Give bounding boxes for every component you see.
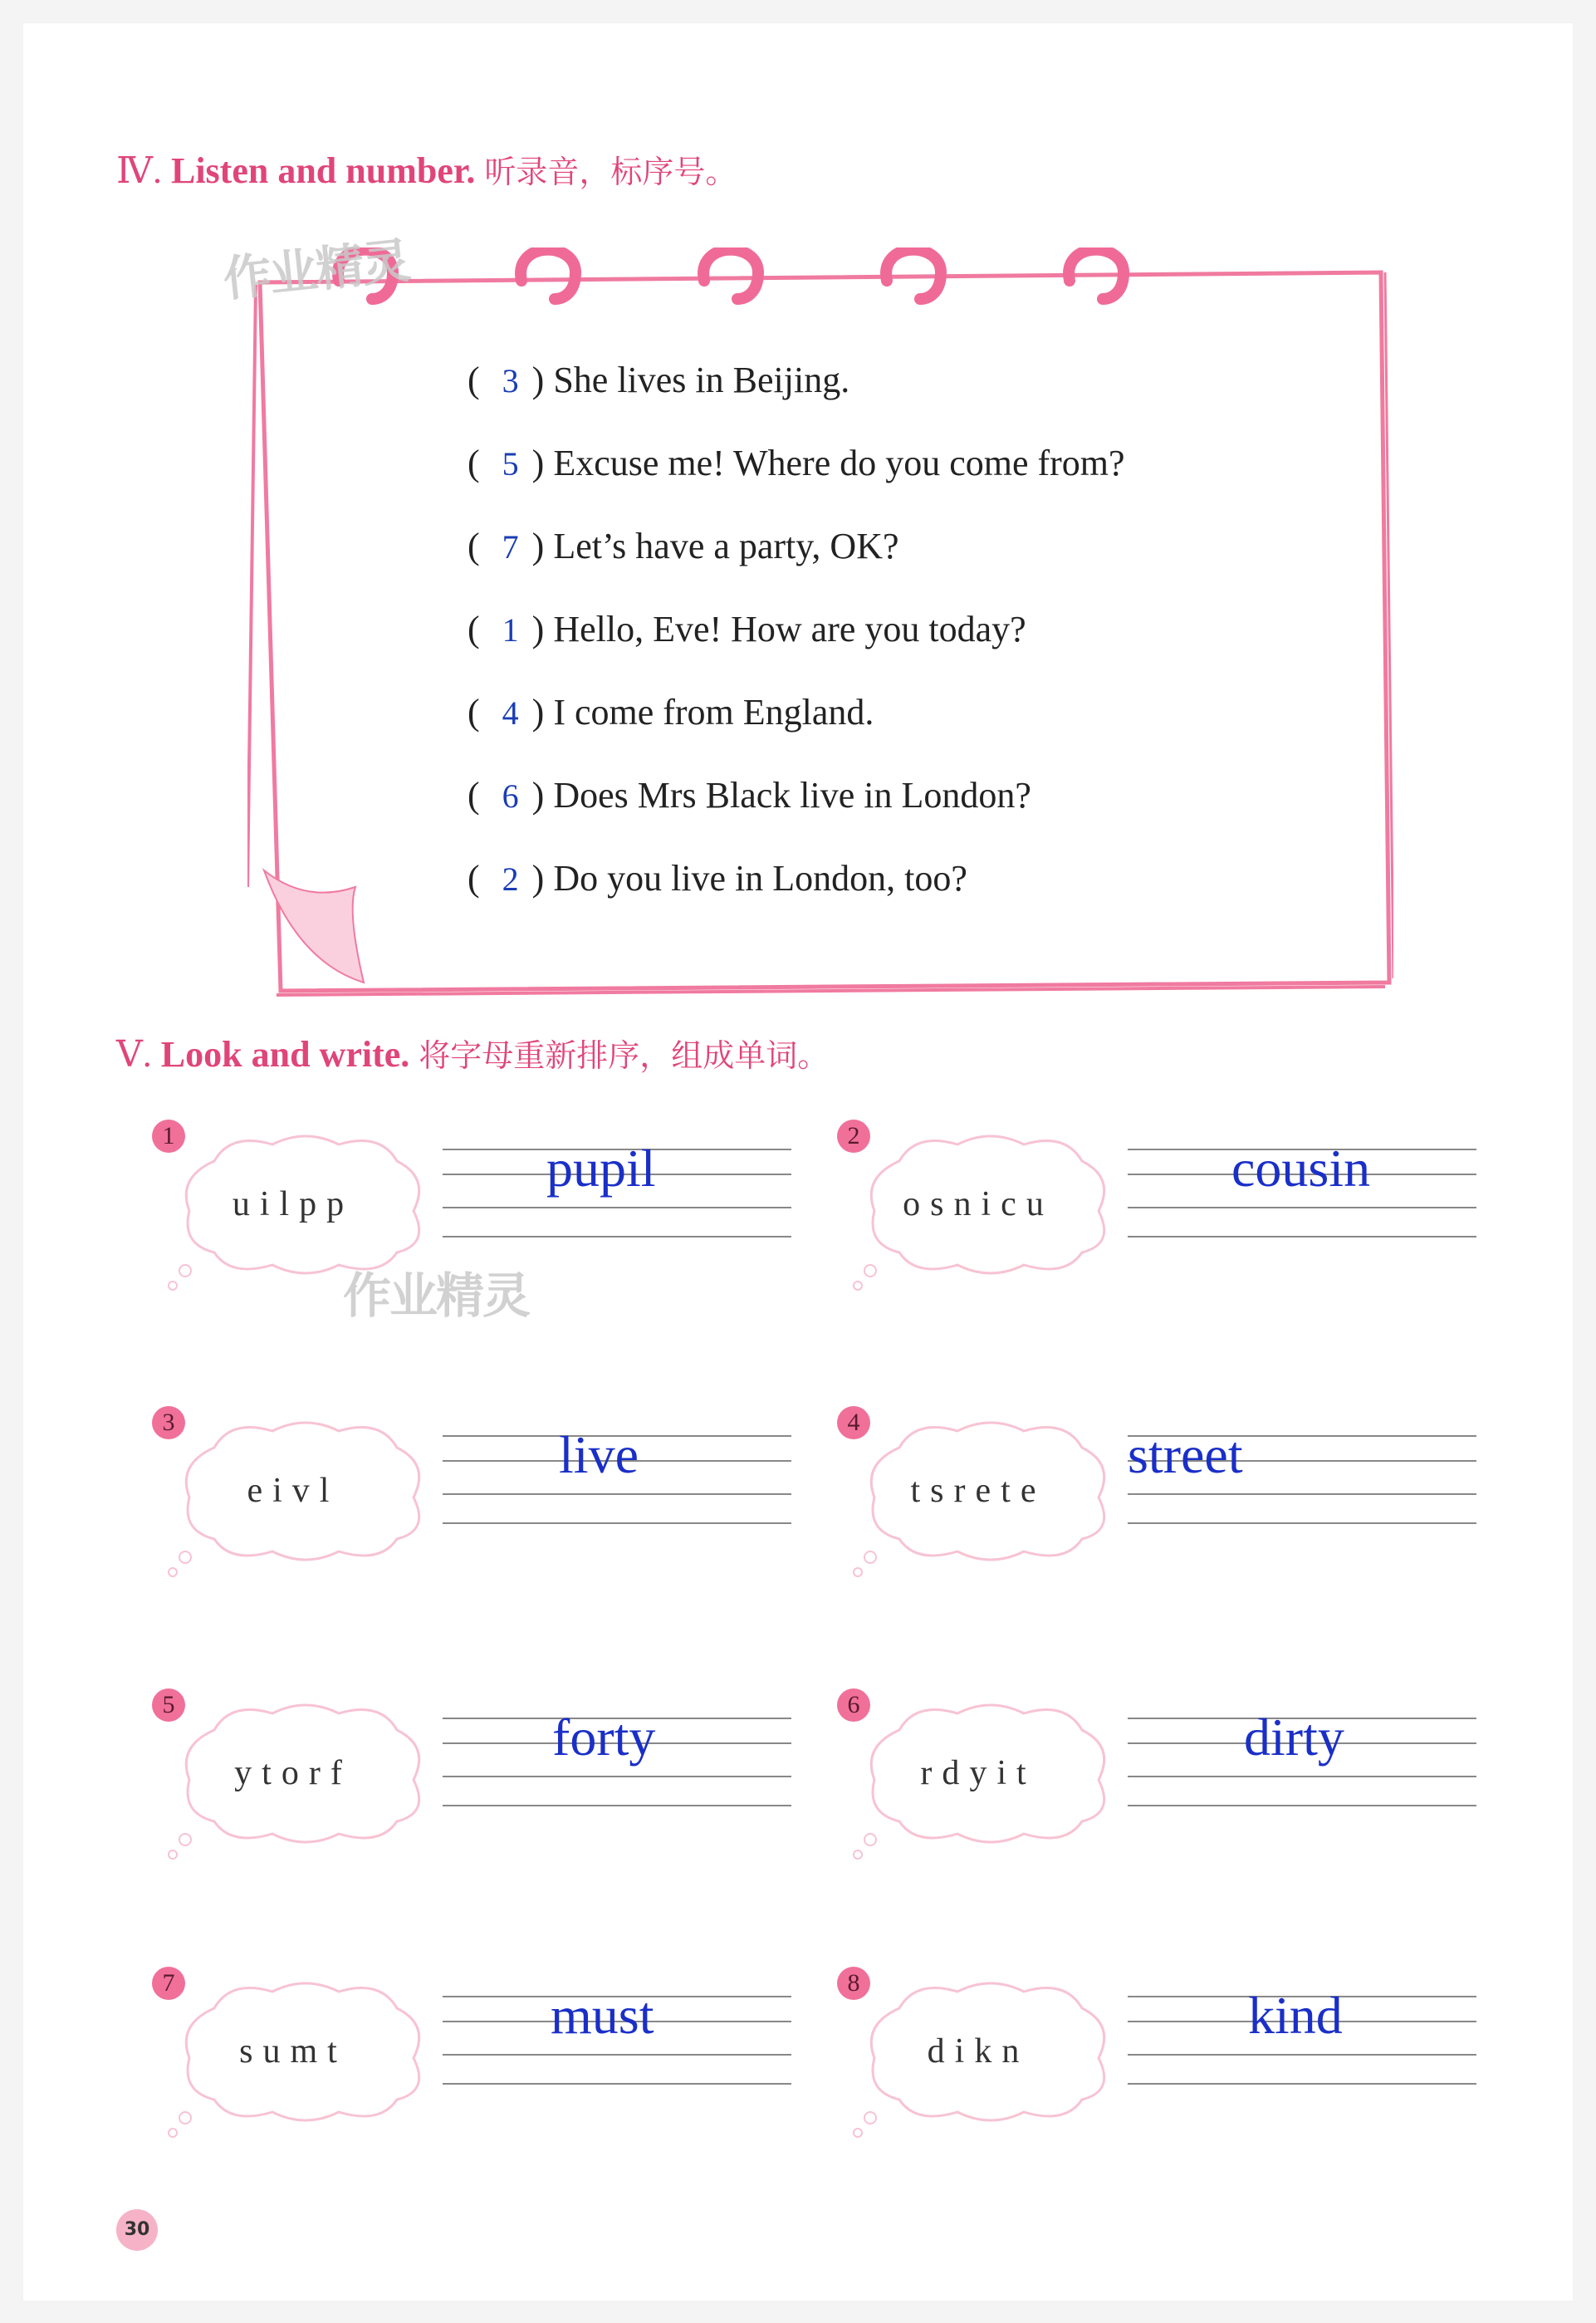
section-5-title-en: Look and write. [160,1034,410,1075]
listen-item-4: ( 1 ) Hello, Eve! How are you today? [468,609,1026,649]
word-cell-3 [152,1406,816,1572]
scrambled-letters-3: eivl [247,1472,340,1510]
word-cell-6 [837,1688,1501,1855]
section-5-title [116,1030,829,1076]
word-answer-5[interactable]: forty [552,1708,656,1767]
listen-answer-4[interactable]: 1 [502,611,519,649]
word-answer-6[interactable]: dirty [1244,1708,1344,1767]
listen-answer-3[interactable]: 7 [502,528,519,566]
word-answer-1[interactable]: pupil [546,1139,656,1198]
scrambled-letters-1: uilpp [232,1185,355,1223]
listen-answer-5[interactable]: 4 [502,694,519,732]
number-badge-2: 2 [837,1120,870,1153]
worksheet-page [23,23,1573,2301]
scrambled-letters-7: sumt [239,2032,347,2071]
number-badge-5: 5 [152,1688,185,1722]
section-4-title-zh: 听录音，标序号。 [484,154,737,190]
page-number: 30 [116,2209,158,2251]
listen-answer-7[interactable]: 2 [502,860,519,898]
listen-item-3: ( 7 ) Let’s have a party, OK? [468,526,899,566]
section-5-number: Ⅴ. [116,1034,152,1075]
word-answer-8[interactable]: kind [1248,1986,1343,2045]
listen-item-1: ( 3 ) She lives in Beijing. [468,360,850,400]
word-answer-2[interactable]: cousin [1231,1139,1371,1198]
scrambled-letters-6: rdyit [920,1754,1036,1792]
section-5-title-zh: 将字母重新排序，组成单词。 [419,1037,830,1074]
listen-answer-6[interactable]: 6 [502,777,519,815]
number-badge-3: 3 [152,1406,185,1439]
section-4-title-en: Listen and number. [170,150,476,191]
number-badge-7: 7 [152,1967,185,2000]
listen-sentence-6: Does Mrs Black live in London? [553,775,1031,816]
listen-sentence-1: She lives in Beijing. [553,360,850,400]
listen-answer-1[interactable]: 3 [502,362,519,399]
number-badge-1: 1 [152,1120,185,1153]
word-answer-7[interactable]: must [551,1986,654,2045]
word-cell-2 [837,1120,1501,1286]
number-badge-6: 6 [837,1688,870,1722]
scrambled-letters-2: osnicu [903,1185,1054,1223]
word-cell-8 [837,1967,1501,2133]
watermark-top: 作业精灵 [220,232,412,308]
word-cell-7 [152,1967,816,2133]
section-4-title [116,146,737,192]
number-badge-4: 4 [837,1406,870,1439]
section-4-number: Ⅳ. [116,150,162,191]
word-cell-5 [152,1688,816,1855]
listen-item-7: ( 2 ) Do you live in London, too? [468,858,967,899]
listen-sentence-4: Hello, Eve! How are you today? [553,609,1026,649]
number-badge-8: 8 [837,1967,870,2000]
listen-sentence-2: Excuse me! Where do you come from? [553,443,1125,483]
listen-sentence-3: Let’s have a party, OK? [553,526,899,566]
scrambled-letters-5: ytorf [234,1754,352,1792]
listen-item-6: ( 6 ) Does Mrs Black live in London? [468,775,1031,816]
word-answer-3[interactable]: live [559,1425,639,1484]
watermark-middle: 作业精灵 [343,1267,530,1324]
word-answer-4[interactable]: street [1128,1425,1243,1484]
scrambled-letters-8: dikn [927,2032,1030,2071]
listen-answer-2[interactable]: 5 [502,445,519,483]
listen-item-5: ( 4 ) I come from England. [468,692,874,733]
listen-sentence-5: I come from England. [553,692,874,733]
listen-item-2: ( 5 ) Excuse me! Where do you come from? [468,443,1125,483]
scrambled-letters-4: tsrete [910,1472,1046,1510]
listen-sentence-7: Do you live in London, too? [553,858,967,899]
word-cell-4 [837,1406,1501,1572]
word-cell-1 [152,1120,816,1286]
